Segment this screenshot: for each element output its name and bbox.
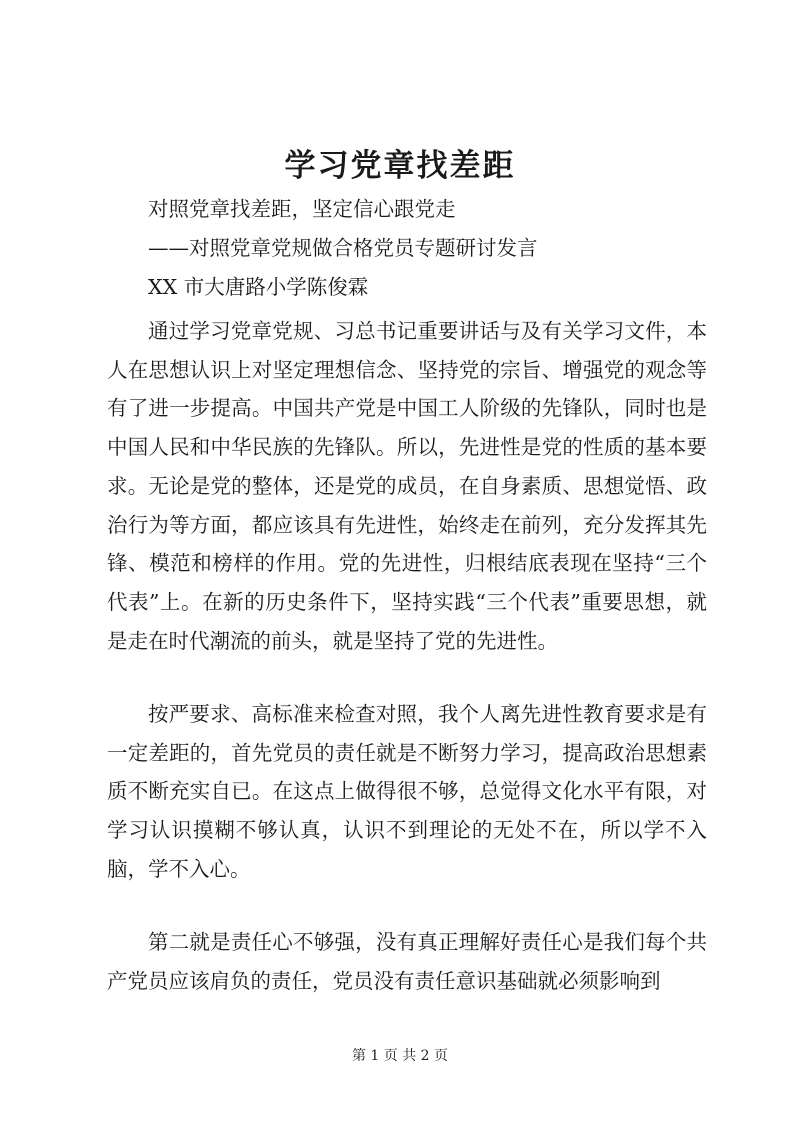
paragraph-2: 按严要求、高标准来检查对照，我个人离先进性教育要求是有一定差距的，首先党员的责任就是不断努力学习，提高政治思想素质不断充实自已。在这点上做得很不够，总觉得文化水平有限，对学习认识摸糊不够认真，认识不到理论的无处不在，所以学不入脑，学不入心。	[107, 702, 707, 881]
paragraph-3: 第二就是责任心不够强，没有真正理解好责任心是我们每个共产党员应该肩负的责任，党员没有责任意识基础就必须影响到	[107, 930, 707, 993]
author-line: XX 市大唐路小学陈俊霖	[148, 275, 369, 299]
page-footer: 第 1 页 共 2 页	[351, 1048, 449, 1064]
subtitle-line-1: 对照党章找差距，坚定信心跟党走	[148, 197, 456, 221]
document-title: 学习党章找差距	[284, 148, 516, 184]
subtitle-line-2: ——对照党章党规做合格党员专题研讨发言	[148, 236, 538, 260]
paragraph-1: 通过学习党章党规、习总书记重要讲话与及有关学习文件，本人在思想认识上对坚定理想信念、坚持党的宗旨、增强党的观念等有了进一步提高。中国共产党是中国工人阶级的先锋队，同时也是中国人民和中华民族的先锋队。所以，先进性是党的性质的基本要求。无论是党的整体，还是党的成员，在自身素质、思想觉悟、政治行为等方面，都应该具有先进性，始终走在前列，充分发挥其先锋、模范和榜样的作用。党的先进性，归根结底表现在坚持“三个代表”上。在新的历史条件下，坚持实践“三个代表”重要思想，就是走在时代潮流的前头，就是坚持了党的先进性。	[107, 319, 707, 653]
